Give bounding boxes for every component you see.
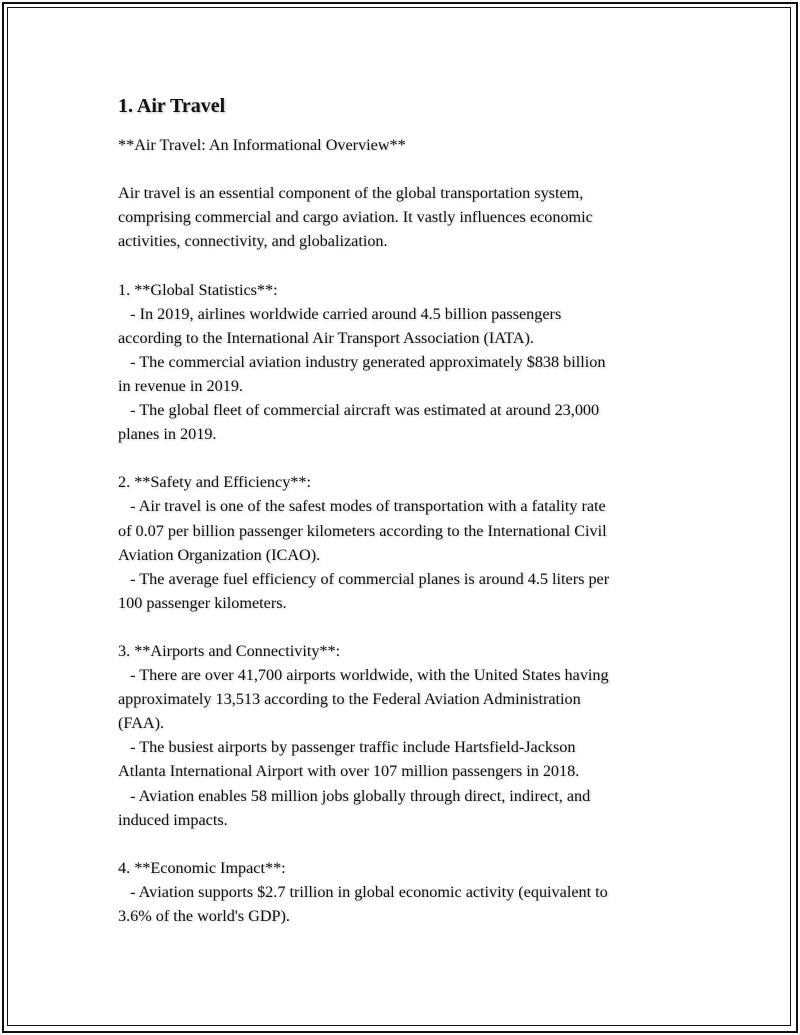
document-title: 1. Air Travel bbox=[118, 95, 226, 117]
section-line: in revenue in 2019. bbox=[118, 376, 243, 395]
document-subtitle: **Air Travel: An Informational Overview** bbox=[118, 136, 406, 154]
section-line: planes in 2019. bbox=[118, 425, 217, 444]
section-line: - There are over 41,700 airports worldwide, with the United States having bbox=[118, 666, 609, 685]
intro-line: Air travel is an essential component of the global transportation system, bbox=[118, 184, 584, 203]
spacer bbox=[118, 446, 698, 470]
section-line: approximately 13,513 according to the Federal Aviation Administration bbox=[118, 690, 581, 709]
section-global-statistics bbox=[118, 278, 698, 447]
section-line: (FAA). bbox=[118, 714, 165, 733]
section-heading: 1. **Global Statistics**: bbox=[118, 280, 278, 299]
document-body bbox=[118, 94, 698, 928]
section-line: of 0.07 per billion passenger kilometers according to the International Civil bbox=[118, 521, 607, 540]
section-heading: 3. **Airports and Connectivity**: bbox=[118, 641, 341, 660]
intro-paragraph bbox=[118, 181, 698, 253]
section-line: Atlanta International Airport with over 107 million passengers in 2018. bbox=[118, 762, 580, 781]
section-heading: 4. **Economic Impact**: bbox=[118, 858, 286, 877]
spacer bbox=[118, 253, 698, 277]
section-line: - In 2019, airlines worldwide carried around 4.5 billion passengers bbox=[118, 304, 562, 323]
section-safety-efficiency bbox=[118, 470, 698, 615]
section-line: Aviation Organization (ICAO). bbox=[118, 545, 321, 564]
section-line: - The average fuel efficiency of commercial planes is around 4.5 liters per bbox=[118, 569, 610, 588]
spacer bbox=[118, 832, 698, 856]
section-heading: 2. **Safety and Efficiency**: bbox=[118, 473, 311, 492]
spacer bbox=[118, 615, 698, 639]
section-line: 3.6% of the world's GDP). bbox=[118, 907, 290, 925]
section-line: - The commercial aviation industry generated approximately $838 billion bbox=[118, 352, 606, 371]
intro-line: comprising commercial and cargo aviation. It vastly influences economic bbox=[118, 208, 593, 227]
section-line: 100 passenger kilometers. bbox=[118, 593, 287, 612]
section-line: according to the International Air Transport Association (IATA). bbox=[118, 328, 534, 347]
section-line: - Aviation supports $2.7 trillion in global economic activity (equivalent to bbox=[118, 882, 608, 901]
intro-line: activities, connectivity, and globalization. bbox=[118, 232, 388, 251]
section-line: - The busiest airports by passenger traffic include Hartsfield-Jackson bbox=[118, 738, 576, 757]
section-line: - The global fleet of commercial aircraft was estimated at around 23,000 bbox=[118, 401, 600, 420]
section-line: induced impacts. bbox=[118, 810, 228, 829]
section-economic-impact bbox=[118, 856, 698, 928]
spacer bbox=[118, 157, 698, 181]
section-line: - Air travel is one of the safest modes of transportation with a fatality rate bbox=[118, 497, 606, 516]
section-airports-connectivity bbox=[118, 639, 698, 832]
section-line: - Aviation enables 58 million jobs globally through direct, indirect, and bbox=[118, 786, 591, 805]
